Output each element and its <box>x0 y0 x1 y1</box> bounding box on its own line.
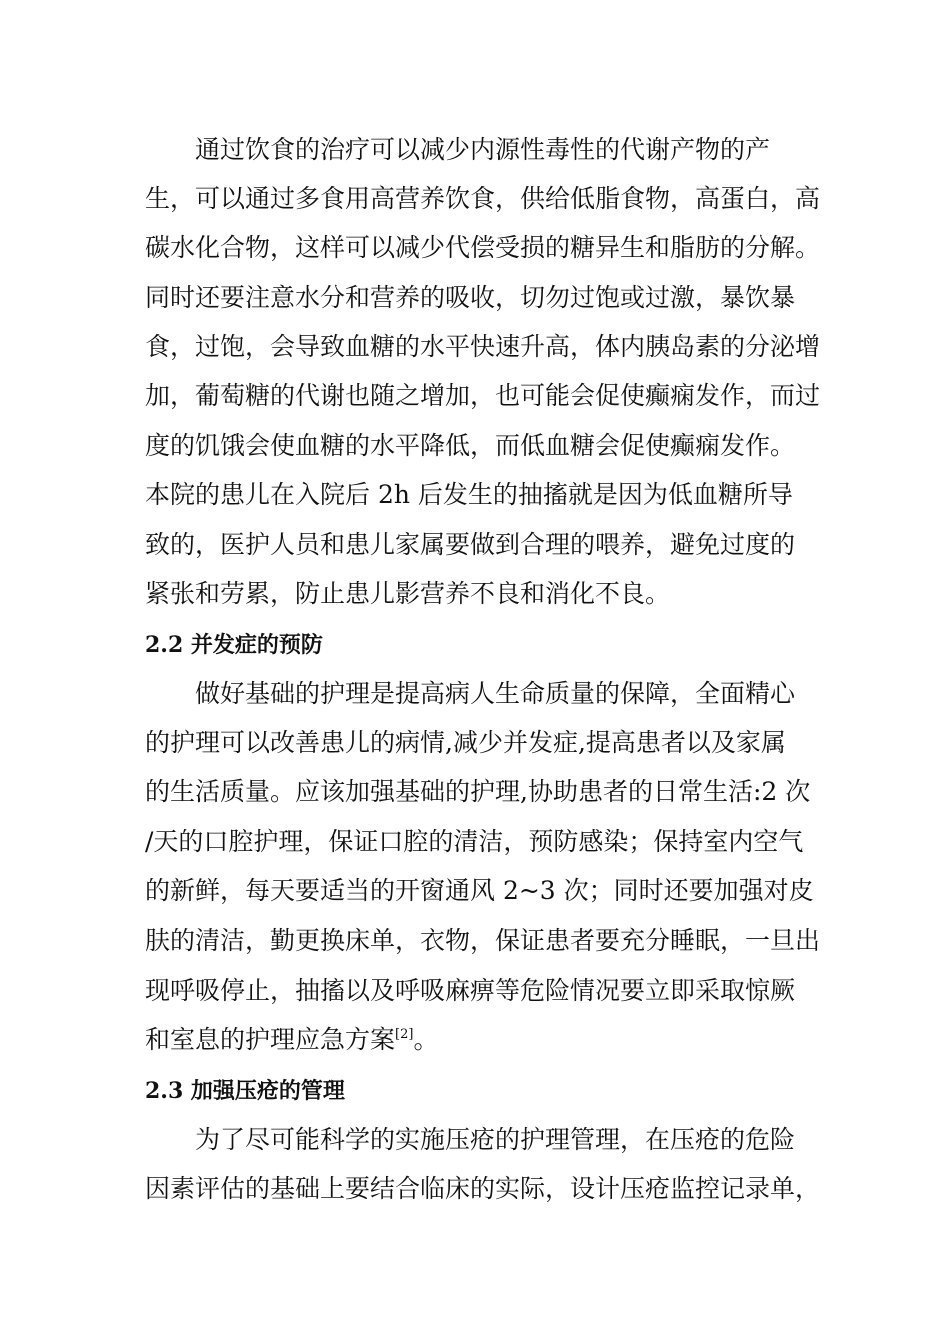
paragraph-line: 的生活质量。应该加强基础的护理,协助患者的日常生活:2 次 <box>145 777 811 806</box>
paragraph-line: 碳水化合物，这样可以减少代偿受损的糖异生和脂肪的分解。 <box>145 233 821 262</box>
paragraph-line: 紧张和劳累，防止患儿影营养不良和消化不良。 <box>145 579 671 608</box>
section-heading-2-3: 2.3 加强压疮的管理 <box>145 1078 345 1104</box>
paragraph-end-punctuation: 。 <box>413 1025 439 1054</box>
paragraph-line: 肤的清洁，勤更换床单，衣物，保证患者要充分睡眠，一旦出 <box>145 926 821 955</box>
paragraph-line: 的护理可以改善患儿的病情,减少并发症,提高患者以及家属 <box>145 728 786 757</box>
paragraph-line: 致的，医护人员和患儿家属要做到合理的喂养，避免过度的 <box>145 530 796 559</box>
paragraph-line: 加，葡萄糖的代谢也随之增加，也可能会促使癫痫发作，而过 <box>145 381 821 410</box>
paragraph-line: 度的饥饿会使血糖的水平降低，而低血糖会促使癫痫发作。 <box>145 431 796 460</box>
paragraph-line: 通过饮食的治疗可以减少内源性毒性的代谢产物的产 <box>195 135 771 164</box>
paragraph-line: 为了尽可能科学的实施压疮的护理管理，在压疮的危险 <box>195 1125 796 1154</box>
paragraph-line-last <box>145 1025 438 1055</box>
citation-reference[interactable]: [2] <box>395 1027 414 1042</box>
paragraph-line: 本院的患儿在入院后 2h 后发生的抽搐就是因为低血糖所导 <box>145 480 793 509</box>
paragraph-line: 因素评估的基础上要结合临床的实际，设计压疮监控记录单， <box>145 1174 821 1203</box>
paragraph-text: 和室息的护理应急方案 <box>145 1025 396 1054</box>
paragraph-line: 同时还要注意水分和营养的吸收，切勿过饱或过激，暴饮暴 <box>145 283 796 312</box>
paragraph-line: 现呼吸停止，抽搐以及呼吸麻痹等危险情况要立即采取惊厥 <box>145 976 796 1005</box>
paragraph-line: 的新鲜，每天要适当的开窗通风 2~3 次；同时还要加强对皮 <box>145 876 814 905</box>
paragraph-line: 做好基础的护理是提高病人生命质量的保障，全面精心 <box>195 679 796 708</box>
paragraph-line: /天的口腔护理，保证口腔的清洁，预防感染；保持室内空气 <box>145 827 804 856</box>
paragraph-line: 生，可以通过多食用高营养饮食，供给低脂食物，高蛋白，高 <box>145 184 821 213</box>
section-heading-2-2: 2.2 并发症的预防 <box>145 632 323 658</box>
paragraph-line: 食，过饱，会导致血糖的水平快速升高，体内胰岛素的分泌增 <box>145 332 821 361</box>
